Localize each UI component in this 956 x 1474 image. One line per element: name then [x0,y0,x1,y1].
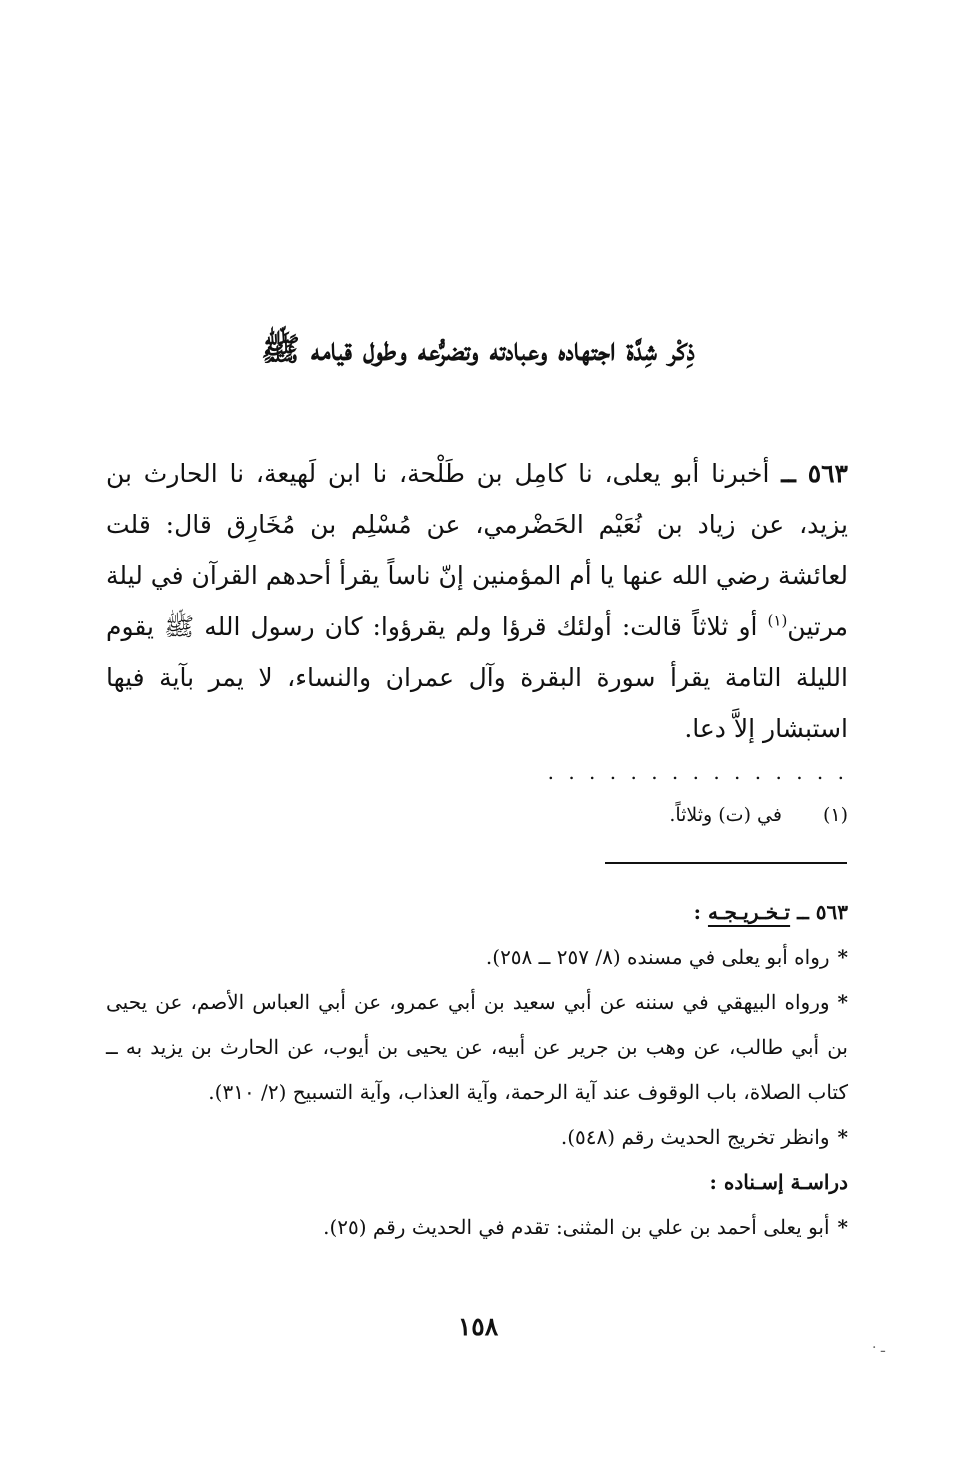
horizontal-rule [605,862,847,864]
takhrij-item-text: رواه أبو يعلى في مسنده (٨/ ٢٥٧ ــ ٢٥٨). [485,945,830,969]
takhrij-section [106,890,848,1250]
takhrij-item [106,935,848,980]
takhrij-colon: : [693,900,701,924]
page-number: ١٥٨ [457,1312,499,1341]
bullet-star-icon: * [837,990,848,1014]
isnad-item-text: أبو يعلى أحمد بن علي بن المثنى: تقدم في الحديث رقم (٢٥). [323,1215,830,1239]
isnad-heading [106,1160,848,1205]
bullet-star-icon: * [837,945,848,969]
hadith-text-part2: أو ثلاثاً قالت: أولئك قرؤا ولم يقرؤوا: كان رسول الله ﷺ يقوم الليلة التامة يقرأ سورة البقرة وآل عمران والنساء، لا يمر بآية فيها استبشار إلاَّ دعا. [106,612,848,743]
isnad-title: دراسـة إسـناده [723,1170,848,1194]
takhrij-item-text: ورواه البيهقي في سننه عن أبي سعيد بن أبي عمرو، عن أبي العباس الأصم، عن يحيى بن أبي طالب، عن وهب بن جرير عن أبيه، عن يحيى بن أيوب، عن الحارث بن يزيد به ــ كتاب الصلاة، باب الوقوف عند آية الرحمة، وآية العذاب، وآية التسبيح (٢/ ٣١٠). [106,990,848,1104]
footnote [106,800,848,830]
takhrij-title: تـخـريـجـه [707,900,791,924]
hadith-number: ٥٦٣ [807,459,848,488]
footnote-reference[interactable]: (١) [767,611,788,630]
takhrij-item-text: وانظر تخريج الحديث رقم (٥٤٨). [560,1125,830,1149]
hadith-text-part1: أخبرنا أبو يعلى، نا كامِل بن طَلْحة، نا ابن لَهيعة، نا الحارث بن يزيد، عن زياد بن نُعَيْم الحَضْرمي، عن مُسْلِم بن مُخَارِق قال: قلت لعائشة رضي الله عنها يا أم المؤمنين إنّ ناساً يقرأ أحدهم القرآن في ليلة مرتين [106,459,849,641]
bullet-star-icon: * [837,1215,848,1239]
footnote-number: (١) [822,804,848,826]
hadith-dash: ــ [781,459,796,488]
takhrij-number: ٥٦٣ ــ [797,900,848,924]
footnote-text: في (ت) وثلاثاً. [669,804,782,826]
margin-marks: · ـ [872,1340,886,1356]
isnad-item [106,1205,848,1250]
hadith-text [106,448,848,754]
isnad-colon: : [709,1170,717,1194]
footnote-separator-dots: . . . . . . . . . . . . . . . [547,760,848,784]
takhrij-item [106,1115,848,1160]
section-heading: ذِكْر شِدَّة اجتهاده وعبادته وتضرُّعه وطول قيامه ﷺ [261,330,695,368]
takhrij-heading [106,890,848,935]
bullet-star-icon: * [837,1125,848,1149]
takhrij-item [106,980,848,1115]
